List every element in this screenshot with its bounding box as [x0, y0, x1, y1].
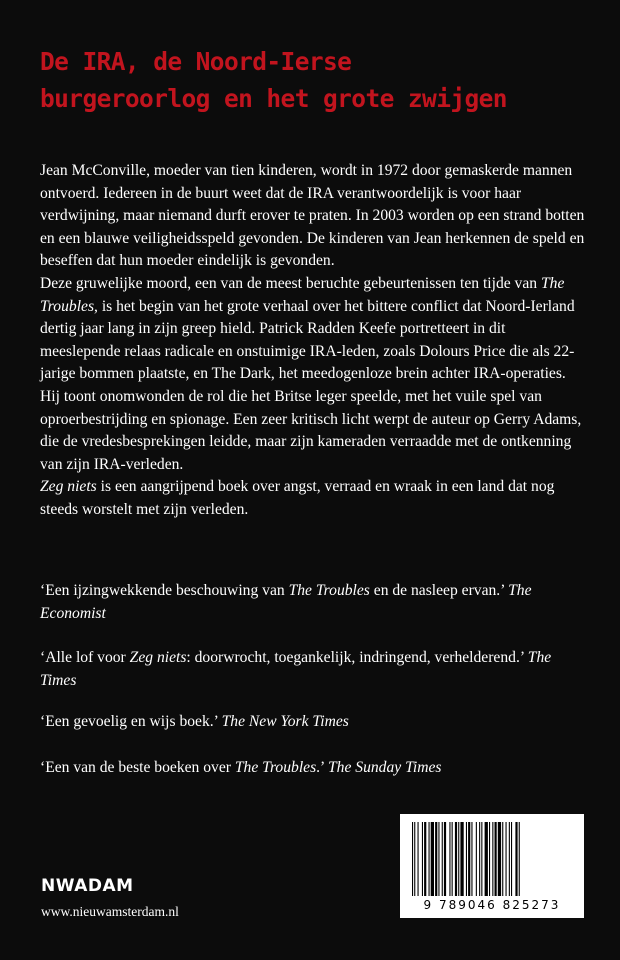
- publisher-url[interactable]: www.nieuwamsterdam.nl: [41, 904, 179, 919]
- isbn-number: 9 789046 825273: [423, 898, 561, 912]
- blurb-p2-title: The Troubles: [40, 274, 565, 315]
- quote-source: The Economist: [40, 582, 532, 622]
- quote-source: The New York Times: [221, 713, 349, 730]
- blurb-paragraph-3: [40, 476, 588, 521]
- review-quote: [40, 711, 588, 734]
- blurb-p3-end: is een aangrijpend boek over angst, verraad en wraak in een land dat nog steeds worstelt met zijn verleden.: [40, 478, 555, 518]
- quote-text: : doorwrocht, toegankelijk, indringend, verhelderend.’: [186, 649, 528, 666]
- blurb-paragraph-2: [40, 273, 588, 476]
- headline: [40, 43, 600, 117]
- barcode-bars: [410, 822, 574, 896]
- quote-text: .’: [316, 759, 328, 776]
- quote-text: ‘Een van de beste boeken over: [40, 759, 235, 776]
- headline-line-1: De IRA, de Noord-Ierse: [40, 47, 352, 76]
- blurb: [40, 160, 588, 522]
- blurb-paragraph-1: Jean McConville, moeder van tien kinderen, wordt in 1972 door gemaskerde mannen ontvoerd. Iedereen in de buurt weet dat de IRA verantwoordelijk is voor haar verdwijning, maar niemand durft erover te praten. In 2003 worden op een strand botten en een blauwe veiligheidsspeld gevonden. De kinderen van Jean herkennen de speld en beseffen dat hun moeder eindelijk is gevonden.: [40, 162, 585, 270]
- quote-text: ‘Alle lof voor: [40, 649, 130, 666]
- review-quote: [40, 757, 588, 780]
- review-quote: [40, 580, 588, 625]
- blurb-p3-title: Zeg niets: [40, 478, 97, 496]
- quote-title: The Troubles: [288, 582, 370, 599]
- quote-source: The Sunday Times: [328, 759, 442, 776]
- quote-title: Zeg niets: [129, 649, 187, 666]
- blurb-p2-end: , is het begin van het grote verhaal over het bittere conflict dat Noord-Ierland dertig jaar lang in zijn greep hield. Patrick Radden Keefe portretteert in dit meeslepende relaas radicale en onstuimige IRA-leden, zoals Dolours Price die als 22-jarige bommen plaatste, en The Dark, het meedogenloze brein achter IRA-operaties. Hij toont onomwonden de rol die het Britse leger speelde, met het vuile spel van oproerbestrijding en spionage. Een zeer kritisch licht werpt de auteur op Gerry Adams, die de vredesbesprekingen leidde, maar zijn kameraden verraadde met de ontkenning van zijn IRA-verleden.: [40, 297, 582, 473]
- quote-text: en de nasleep ervan.’: [369, 582, 509, 599]
- blurb-p2-start: Deze gruwelijke moord, een van de meest beruchte gebeurtenissen ten tijde van: [40, 274, 541, 292]
- headline-line-2: burgeroorlog en het grote zwijgen: [40, 84, 507, 113]
- barcode: [400, 814, 584, 918]
- quote-text: ‘Een ijzingwekkende beschouwing van: [40, 582, 289, 599]
- quote-text: ‘Een gevoelig en wijs boek.’: [40, 713, 222, 730]
- publisher-logo: NWADAM: [41, 876, 134, 896]
- quote-source: The Times: [40, 649, 552, 689]
- quote-title: The Troubles: [234, 759, 317, 776]
- review-quote: [40, 647, 588, 692]
